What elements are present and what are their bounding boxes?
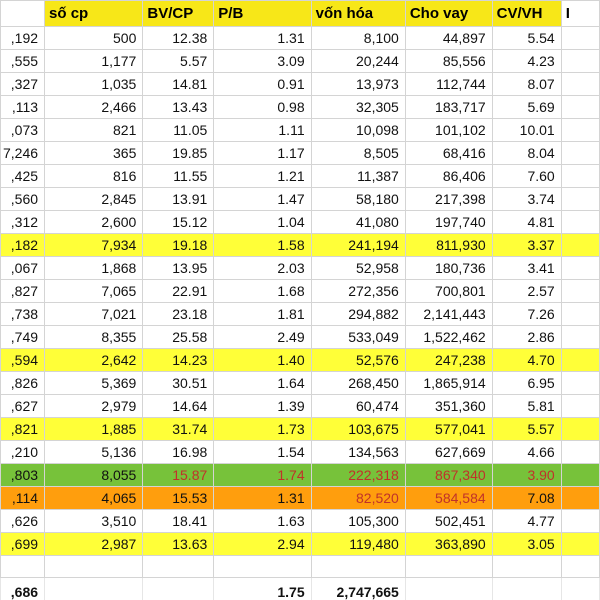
table-cell[interactable]: 3.05 [492,533,561,556]
header-cell[interactable]: Cho vay [405,1,492,27]
table-cell[interactable]: ,192 [1,27,45,50]
table-cell[interactable]: 30.51 [143,372,214,395]
table-cell[interactable]: 10,098 [311,119,405,142]
table-cell[interactable]: 1.64 [214,372,311,395]
empty-cell[interactable] [45,556,143,578]
table-cell[interactable]: 183,717 [405,96,492,119]
table-cell[interactable]: 82,520 [311,487,405,510]
table-cell[interactable]: 7,246 [1,142,45,165]
table-cell[interactable] [561,73,599,96]
table-cell[interactable]: 1.75 [214,578,311,600]
table-cell[interactable]: 7,065 [45,280,143,303]
table-cell[interactable]: 2,747,665 [311,578,405,600]
table-cell[interactable]: 1.54 [214,441,311,464]
table-cell[interactable]: 5,369 [45,372,143,395]
table-cell[interactable]: 15.53 [143,487,214,510]
table-cell[interactable]: 112,744 [405,73,492,96]
table-cell[interactable]: 1.40 [214,349,311,372]
table-cell[interactable]: 1,865,914 [405,372,492,395]
table-cell[interactable]: 1,885 [45,418,143,441]
table-cell[interactable]: 1.81 [214,303,311,326]
table-cell[interactable]: ,594 [1,349,45,372]
table-cell[interactable]: ,821 [1,418,45,441]
table-cell[interactable]: 20,244 [311,50,405,73]
table-cell[interactable]: 1.68 [214,280,311,303]
empty-row [1,556,600,578]
table-cell[interactable]: 16.98 [143,441,214,464]
table-cell[interactable] [45,578,143,600]
table-cell[interactable]: 5.81 [492,395,561,418]
empty-cell[interactable] [214,556,311,578]
table-cell[interactable]: ,067 [1,257,45,280]
table-cell[interactable]: 13.43 [143,96,214,119]
table-cell[interactable]: 22.91 [143,280,214,303]
table-cell[interactable]: ,627 [1,395,45,418]
table-cell[interactable]: 1,177 [45,50,143,73]
table-cell[interactable]: 12.38 [143,27,214,50]
table-cell[interactable]: 2.94 [214,533,311,556]
table-cell[interactable]: 217,398 [405,188,492,211]
table-cell[interactable]: 821 [45,119,143,142]
table-cell[interactable]: 6.95 [492,372,561,395]
table-cell[interactable]: 533,049 [311,326,405,349]
table-cell[interactable]: 502,451 [405,510,492,533]
table-cell[interactable] [561,372,599,395]
table-cell[interactable] [561,211,599,234]
table-cell[interactable]: 1.11 [214,119,311,142]
header-cell[interactable]: số cp [45,1,143,27]
table-row [1,464,600,487]
table-row [1,165,600,188]
table-cell[interactable]: 2,979 [45,395,143,418]
table-cell[interactable]: ,182 [1,234,45,257]
table-cell[interactable]: 5.57 [143,50,214,73]
table-cell[interactable]: ,113 [1,96,45,119]
table-cell[interactable]: 8,505 [311,142,405,165]
table-cell[interactable] [561,27,599,50]
table-cell[interactable] [561,165,599,188]
table-cell[interactable]: 3.41 [492,257,561,280]
table-cell[interactable]: 8,055 [45,464,143,487]
table-cell[interactable]: 13.63 [143,533,214,556]
table-cell[interactable]: 4.81 [492,211,561,234]
table-cell[interactable]: 2.86 [492,326,561,349]
table-cell[interactable]: 4,065 [45,487,143,510]
table-cell[interactable]: ,073 [1,119,45,142]
table-cell[interactable]: 86,406 [405,165,492,188]
table-cell[interactable]: 85,556 [405,50,492,73]
table-cell[interactable]: 60,474 [311,395,405,418]
table-cell[interactable]: 351,360 [405,395,492,418]
table-row [1,96,600,119]
table-cell[interactable]: 11.55 [143,165,214,188]
table-cell[interactable]: ,327 [1,73,45,96]
table-cell[interactable]: 25.58 [143,326,214,349]
empty-cell[interactable] [405,556,492,578]
table-cell[interactable]: 44,897 [405,27,492,50]
table-cell[interactable]: 52,958 [311,257,405,280]
table-cell[interactable]: 32,305 [311,96,405,119]
table-cell[interactable] [561,142,599,165]
table-cell[interactable]: 13.91 [143,188,214,211]
table-cell[interactable]: ,425 [1,165,45,188]
table-cell[interactable]: ,626 [1,510,45,533]
table-cell[interactable]: 5,136 [45,441,143,464]
table-row [1,326,600,349]
table-cell[interactable]: 197,740 [405,211,492,234]
table-cell[interactable] [561,280,599,303]
table-cell[interactable]: 2.49 [214,326,311,349]
table-cell[interactable]: 584,584 [405,487,492,510]
table-cell[interactable]: 247,238 [405,349,492,372]
table-cell[interactable]: 23.18 [143,303,214,326]
table-cell[interactable]: 268,450 [311,372,405,395]
table-cell[interactable] [561,533,599,556]
header-cell[interactable]: CV/VH [492,1,561,27]
table-cell[interactable]: 2,600 [45,211,143,234]
table-row [1,441,600,464]
table-cell[interactable]: 52,576 [311,349,405,372]
empty-cell[interactable] [561,556,599,578]
table-cell[interactable]: 363,890 [405,533,492,556]
table-cell[interactable]: 1.17 [214,142,311,165]
table-row [1,372,600,395]
table-cell[interactable]: 222,318 [311,464,405,487]
table-cell[interactable]: 816 [45,165,143,188]
table-row [1,50,600,73]
table-cell[interactable] [561,234,599,257]
table-cell[interactable]: 1.63 [214,510,311,533]
table-row [1,487,600,510]
table-cell[interactable] [561,395,599,418]
table-row [1,280,600,303]
table-cell[interactable]: 3.90 [492,464,561,487]
table-row [1,119,600,142]
table-cell[interactable]: ,827 [1,280,45,303]
table-row [1,142,600,165]
table-cell[interactable] [561,257,599,280]
table-cell[interactable]: 1.21 [214,165,311,188]
table-row [1,510,600,533]
total-row [1,578,600,600]
table-cell[interactable]: 2.03 [214,257,311,280]
table-row [1,188,600,211]
table-cell[interactable]: ,555 [1,50,45,73]
empty-cell[interactable] [311,556,405,578]
table-cell[interactable] [561,349,599,372]
table-cell[interactable]: 5.54 [492,27,561,50]
table-cell[interactable]: 811,930 [405,234,492,257]
table-cell[interactable]: 41,080 [311,211,405,234]
header-cell[interactable] [1,1,45,27]
table-cell[interactable]: 8,100 [311,27,405,50]
table-row [1,533,600,556]
table-cell[interactable]: 58,180 [311,188,405,211]
table-cell[interactable]: 11,387 [311,165,405,188]
table-cell[interactable]: 700,801 [405,280,492,303]
table-row [1,257,600,280]
table-cell[interactable]: 19.85 [143,142,214,165]
table-cell[interactable]: 2,845 [45,188,143,211]
table-cell[interactable]: 1.31 [214,487,311,510]
table-cell[interactable]: ,749 [1,326,45,349]
empty-cell[interactable] [1,556,45,578]
table-cell[interactable]: 2,987 [45,533,143,556]
table-row [1,395,600,418]
table-cell[interactable]: 7.26 [492,303,561,326]
table-cell[interactable]: 4.70 [492,349,561,372]
table-cell[interactable]: 2,466 [45,96,143,119]
table-cell[interactable]: 15.12 [143,211,214,234]
table-cell[interactable]: 3,510 [45,510,143,533]
table-cell[interactable] [561,464,599,487]
table-cell[interactable]: ,826 [1,372,45,395]
table-cell[interactable]: 8.07 [492,73,561,96]
table-cell[interactable]: 500 [45,27,143,50]
table-cell[interactable]: ,738 [1,303,45,326]
table-cell[interactable]: 68,416 [405,142,492,165]
table-cell[interactable]: 134,563 [311,441,405,464]
table-cell[interactable]: 0.91 [214,73,311,96]
table-cell[interactable]: ,686 [1,578,45,600]
table-cell[interactable]: 3.37 [492,234,561,257]
table-cell[interactable]: 1.74 [214,464,311,487]
table-cell[interactable]: 1,522,462 [405,326,492,349]
table-cell[interactable]: 0.98 [214,96,311,119]
table-cell[interactable]: 2.57 [492,280,561,303]
table-cell[interactable]: 14.23 [143,349,214,372]
table-cell[interactable] [561,96,599,119]
table-cell[interactable]: 8,355 [45,326,143,349]
header-cell[interactable]: P/B [214,1,311,27]
table-cell[interactable]: 7.08 [492,487,561,510]
table-cell[interactable]: 627,669 [405,441,492,464]
table-row [1,349,600,372]
header-row [1,1,600,27]
table-cell[interactable]: 5.57 [492,418,561,441]
table-cell[interactable]: ,699 [1,533,45,556]
table-cell[interactable]: 1,035 [45,73,143,96]
header-cell[interactable]: BV/CP [143,1,214,27]
table-cell[interactable]: 180,736 [405,257,492,280]
table-cell[interactable]: 8.04 [492,142,561,165]
table-cell[interactable] [561,510,599,533]
table-cell[interactable]: 2,642 [45,349,143,372]
table-cell[interactable]: 3.74 [492,188,561,211]
table-cell[interactable]: 5.69 [492,96,561,119]
table-cell[interactable]: 294,882 [311,303,405,326]
table-cell[interactable]: 103,675 [311,418,405,441]
table-cell[interactable]: 14.64 [143,395,214,418]
table-cell[interactable]: 1.39 [214,395,311,418]
empty-cell[interactable] [143,556,214,578]
table-cell[interactable] [561,441,599,464]
table-cell[interactable]: 10.01 [492,119,561,142]
table-cell[interactable] [561,326,599,349]
table-cell[interactable]: 18.41 [143,510,214,533]
table-cell[interactable]: 13,973 [311,73,405,96]
table-cell[interactable]: 7.60 [492,165,561,188]
table-cell[interactable]: 577,041 [405,418,492,441]
table-cell[interactable]: 4.66 [492,441,561,464]
table-row [1,234,600,257]
table-cell[interactable]: 1.31 [214,27,311,50]
table-cell[interactable] [561,418,599,441]
table-cell[interactable] [143,578,214,600]
table-cell[interactable]: 272,356 [311,280,405,303]
table-cell[interactable]: 1.47 [214,188,311,211]
table-cell[interactable]: 867,340 [405,464,492,487]
table-cell[interactable] [561,188,599,211]
table-row [1,303,600,326]
table-cell[interactable]: ,114 [1,487,45,510]
table-row [1,211,600,234]
table-cell[interactable]: ,803 [1,464,45,487]
table-cell[interactable]: 101,102 [405,119,492,142]
table-row [1,418,600,441]
table-cell[interactable] [561,303,599,326]
table-cell[interactable]: 3.09 [214,50,311,73]
header-cell[interactable]: vốn hóa [311,1,405,27]
table-cell[interactable]: 11.05 [143,119,214,142]
table-cell[interactable]: ,560 [1,188,45,211]
table-cell[interactable]: 1.58 [214,234,311,257]
header-cell[interactable]: I [561,1,599,27]
table-cell[interactable]: 13.95 [143,257,214,280]
table-cell[interactable]: 19.18 [143,234,214,257]
table-cell[interactable] [561,578,599,600]
table-row [1,73,600,96]
table-cell[interactable]: 105,300 [311,510,405,533]
table-cell[interactable] [561,487,599,510]
table-cell[interactable] [405,578,492,600]
table-cell[interactable]: 4.77 [492,510,561,533]
table-cell[interactable]: 7,934 [45,234,143,257]
table-cell[interactable]: 14.81 [143,73,214,96]
table-cell[interactable]: 2,141,443 [405,303,492,326]
table-cell[interactable] [561,119,599,142]
table-cell[interactable] [492,578,561,600]
table-cell[interactable]: 1.73 [214,418,311,441]
table-cell[interactable]: 7,021 [45,303,143,326]
table-cell[interactable]: ,312 [1,211,45,234]
table-cell[interactable]: 1,868 [45,257,143,280]
table-cell[interactable]: 119,480 [311,533,405,556]
table-cell[interactable]: 15.87 [143,464,214,487]
table-cell[interactable]: 1.04 [214,211,311,234]
table-cell[interactable]: 365 [45,142,143,165]
empty-cell[interactable] [492,556,561,578]
table-cell[interactable]: 4.23 [492,50,561,73]
table-cell[interactable]: 241,194 [311,234,405,257]
table-row [1,27,600,50]
table-cell[interactable] [561,50,599,73]
table-cell[interactable]: 31.74 [143,418,214,441]
table-cell[interactable]: ,210 [1,441,45,464]
